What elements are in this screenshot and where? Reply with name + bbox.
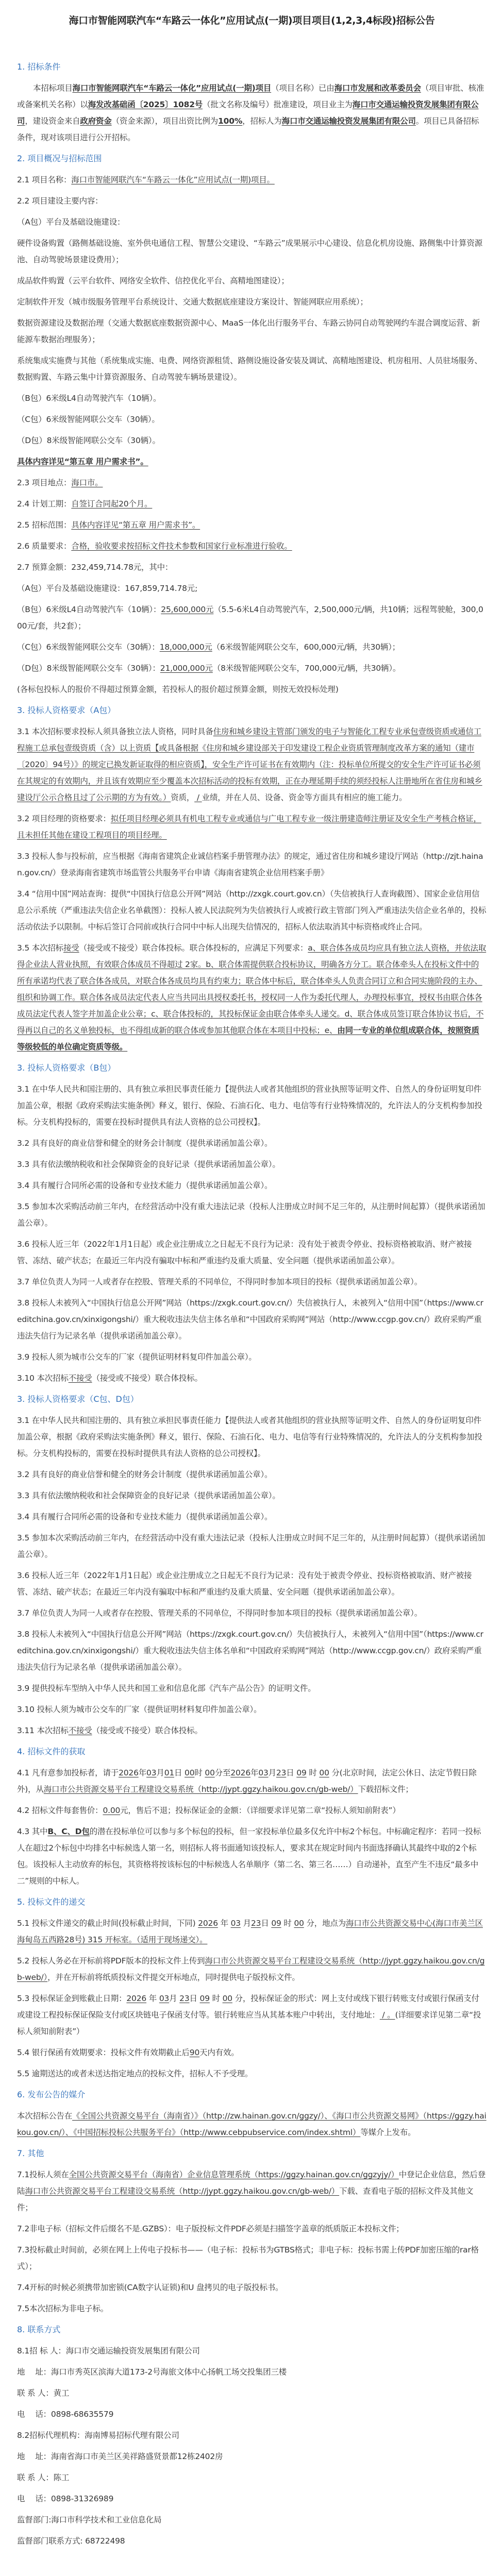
paragraph: [17, 1156, 487, 1173]
text-segment: 3.1 本次招标要求投标人须具备独立法人资格，同时具备: [17, 727, 213, 736]
paragraph: [17, 580, 487, 597]
text-segment: 年: [217, 1919, 231, 1928]
filled-value: 海口市公共资源交易中心(海口市美兰区海甸岛五西路28号) 315 开标室。（适用于现场递交）。: [17, 1919, 483, 1944]
text-segment: 7.2非电子标（招标文件后缀名不是.GZBS）：电子版投标文件PDF必须是扫描签字盖章的纸质版正本投标文件；: [17, 2224, 404, 2233]
text-segment: （5.5-6米L4自动驾驶汽车，2,500,000元/辆，共10辆；远程驾驶舱，300,000元/套，共2套）；: [17, 605, 483, 631]
paragraph: [17, 1370, 487, 1386]
paragraph: [17, 2166, 487, 2216]
paragraph: [17, 559, 487, 575]
text-segment: 3.5 参加本次采购活动前三年内，在经营活动中没有重大违法记录（投标人注册成立时间不足三年的，从注册时间起算）（提供承诺函加盖公章）。: [17, 1533, 485, 1559]
text-segment: 地 址：海口市秀英区滨海大道173-2号海旅文体中心扬帆工场交投集团三楼: [17, 2367, 287, 2377]
text-segment: 3.7 单位负责人为同一人或者存在控股、管理关系的不同单位，不得同时参加本项目的投标（提供承诺函加盖公章）。: [17, 1277, 423, 1286]
text-segment: （C包）6米级智能网联公交车（30辆）：: [17, 642, 160, 652]
filled-value: B、C、D包: [47, 1827, 90, 1836]
paragraph: [17, 352, 487, 385]
filled-value: 具体内容详见“第五章 用户需求书”。: [17, 457, 148, 466]
section: [17, 1894, 487, 2082]
filled-value: a、联合体各成员均应具有独立法人资格，并依法取得企业法人营业执照，有效联合体成员不得超过 2家。b、联合体需提供联合投标协议，明确各方分工。联合体牵头人在投标文件中的所有承诺均代表了联合体各成员，对联合体各成员均具有约束力；联合体中标后，联合体牵头人负责合同订立和合同实施阶段的主办、组织和协调工作。联合体各成员法定代表人应当共同出具授权委托书，授权同一人作为委托代理人，办理投标事宜，授权书由联合体各成员法定代表人签字并加盖企业公章；c、联合体投标的，其投标保证金由联合体牵头人递交。d、联合体成员签订联合体协议书后，不得再以自己的名义单独投标，也不得组成新的联合体或参加其他联合体在本项目中投标；e、: [17, 943, 487, 1035]
text-segment: 2.1 项目名称：: [17, 175, 72, 184]
paragraph: [17, 1295, 487, 1344]
paragraph: [17, 723, 487, 806]
text-segment: 5.1 投标文件递交的截止时间(投标截止时间，下同): [17, 1919, 198, 1928]
filled-value: 2026: [126, 1994, 147, 2003]
paragraph: [17, 2385, 487, 2401]
paragraph: [17, 1802, 487, 1819]
text-segment: (详细要求详见第二章“投标人须知前附表”）: [17, 2010, 481, 2036]
text-segment: 时: [209, 1994, 223, 2003]
text-segment: 4.2 招标文件每套售价：: [17, 1806, 103, 1815]
paragraph: [17, 681, 487, 698]
link[interactable]: 海口市公共资源交易平台工程建设交易系统（http://jypt.ggzy.haikou.gov.cn/gb-web/）: [25, 2187, 340, 2196]
paragraph: [17, 2427, 487, 2444]
text-segment: 3.5 本次招标: [17, 943, 63, 953]
section: [17, 59, 487, 146]
announcement-body: [17, 59, 487, 2549]
text-segment: 8.1招 标 人：海口市交通运输投资发展集团有限公司: [17, 2346, 200, 2355]
section: [17, 150, 487, 698]
paragraph: [17, 1349, 487, 1365]
link[interactable]: https://zxgk.court.gov.cn/: [190, 1298, 289, 1308]
text-segment: 3.4 具有履行合同所必需的设备和专业技术能力（提供承诺函加盖公章）。: [17, 1512, 273, 1521]
paragraph: [17, 294, 487, 310]
text-segment: （D包）8米级智能网联公交车（30辆）。: [17, 436, 160, 445]
text-segment: 成品软件购置（云平台软件、网络安全软件、信控优化平台、高精地图建设）；: [17, 276, 289, 285]
text-segment: (各标包投标人的报价不得超过预算金额，若投标人的报价超过预算金额，则按无效投标处理): [17, 685, 339, 694]
text-segment: 5.4 银行保函有效期要求：投标文件有效期截止后: [17, 2048, 190, 2057]
text-segment: 电 话：0898-68635579: [17, 2410, 114, 2419]
paragraph: [17, 2044, 487, 2061]
paragraph: [17, 2533, 487, 2549]
text-segment: （资金来源），项目出资比例为: [111, 116, 219, 126]
filled-value: 住房和城乡建设主管部门颁发的电子与智能化工程专业承包壹级资质或通信工程施工总承包壹级资质（含）以上资质【或具备根据《住房和城乡建设部关于印发建设工程企业资质管理制度改革方案的通知（建市〔2020〕94号）》的规定已换发新证取得的相应资质】，安全生产许可证书在有效期内（注：投标单位所提交的安全生产许可证书必须在其规定的有效期内，并且该有效期应至少覆盖本次招标活动的投标有效期，正在办理延期手续的须经投标人注册地所在省住房和城乡建设厅公示合格且过了公示期的方为有效。）: [17, 727, 482, 802]
filled-value: 09: [296, 1768, 307, 1777]
text-segment: （C包）6米级智能网联公交车（30辆）。: [17, 415, 160, 424]
text-segment: （接受或不接受）联合体投标。联合体投标的，应满足下列要求：: [79, 943, 308, 953]
text-segment: 的潜在投标单位可以参与多个标包的投标，但一家投标单位最多仅允许中标2个标包。中标确定程序：若同一投标人在超过2个标包中均排名中标候选人第一名，则招标人将书面通知该投标人，要求其在规定时间内书面选择确认其最终中取的2个标包。该投标人主动放弃的标包，其资格将按该标包的中标候选人名单顺序（第二名、第三名……）自动递补，直至产生不违反“最多中二”规则的中标人。: [17, 1827, 481, 1886]
section-heading: 6. 发布公告的媒介: [17, 2090, 86, 2099]
paragraph: [17, 390, 487, 406]
paragraph: [17, 1765, 487, 1798]
text-segment: 2.3 项目地点：: [17, 478, 72, 487]
filled-value: 03: [159, 1994, 170, 2003]
paragraph: [17, 517, 487, 533]
text-segment: 8.2招标代理机构：海南博易招标代理有限公司: [17, 2431, 179, 2440]
text-segment: ）重大税收违法失信主体名单和“中国政府采购网”网站（: [135, 1646, 333, 1655]
text-segment: 2.5 招标范围：: [17, 520, 72, 530]
paragraph: [17, 1081, 487, 1130]
text-segment: 4.3 其中: [17, 1827, 48, 1836]
section-heading: 8. 联系方式: [17, 2325, 61, 2334]
paragraph: [17, 80, 487, 146]
filled-value: 2026: [198, 1919, 218, 1928]
section: [17, 2087, 487, 2141]
link[interactable]: http://www.ccgp.gov.cn/: [332, 1646, 427, 1655]
filled-value: 接受: [63, 943, 79, 953]
paragraph: [17, 1487, 487, 1504]
text-segment: 3.7 单位负责人为同一人或者存在控股、管理关系的不同单位，不得同时参加本项目的投标（提供承诺函加盖公章）。: [17, 1608, 423, 1618]
filled-value: 政府资金: [80, 116, 112, 126]
text-segment: 资质，: [171, 793, 195, 802]
text-segment: 3.6 投标人近三年（2022年1月1日起）或企业注册成立之日起无不良行为记录：没有处于被责令停业、投标资格被取消、财产被接管、冻结、破产状态；在最近三年内没有骗取中标和严重违约及重大质量、安全问题（提供承诺函加盖公章）。: [17, 1571, 472, 1597]
text-segment: 中登记企业信息，然后登陆: [17, 2170, 486, 2196]
text-segment: 分(北京时间，法定公休日、法定节假日除外)，从: [17, 1768, 477, 1794]
paragraph: [17, 1990, 487, 2040]
paragraph: [17, 639, 487, 655]
text-segment: 5.3 投标保证金到账截止日期：: [17, 1994, 127, 2003]
paragraph: [17, 2512, 487, 2528]
paragraph: [17, 273, 487, 289]
paragraph: [17, 2448, 487, 2465]
text-segment: 年: [146, 1994, 159, 2003]
link[interactable]: http://zxgk.court.gov.cn: [229, 889, 322, 899]
text-segment: 数据资源建设及数据治理（交通大数据底座数据资源中心、MaaS一体化出行服务平台、车路云协同自动驾驶网约车混合调度运营、新能源车数据治理服务）；: [17, 318, 480, 344]
paragraph: [17, 172, 487, 188]
text-segment: 本次招标公告在: [17, 2111, 73, 2121]
paragraph: [17, 1198, 487, 1231]
text-segment: 联 系 人：黄工: [17, 2388, 70, 2398]
text-segment: （8米级智能网联公交车，700,000元/辆，共30辆）。: [212, 664, 401, 673]
paragraph: [17, 940, 487, 1055]
paragraph: [17, 601, 487, 634]
text-segment: 2.2 项目建设主要内容：: [17, 196, 103, 206]
paragraph: [17, 1823, 487, 1889]
paragraph: [17, 453, 487, 470]
link[interactable]: 《全国公共资源交易平台（海南省）》（http://zw.hainan.gov.cn/ggzy/）、《海口市公共资源交易网》（https://ggzy.haikou.gov.cn/）、《中国招标投标公共服务平台》（http://www.cebpubservice.com/index.shtml）: [17, 2111, 487, 2137]
filled-value: / 。: [379, 2010, 395, 2020]
paragraph: [17, 660, 487, 676]
text-segment: 月: [169, 1994, 180, 2003]
filled-value: 0.00: [103, 1806, 121, 1815]
filled-value: 具体内容详见“第五章 用户需求书”。: [71, 520, 200, 530]
filled-value: 09: [199, 1994, 210, 2003]
filled-value: 海口市交通运输投资发展集团有限公司: [17, 100, 479, 126]
text-segment: 3.3 具有依法缴纳税收和社会保障资金的良好记录（提供承诺函加盖公章）。: [17, 1160, 280, 1169]
paragraph: [17, 2279, 487, 2296]
text-segment: （接受或不接受）联合体投标。: [92, 1374, 203, 1383]
text-segment: （A包）平台及基础设施建设：: [17, 217, 125, 227]
filled-value: 25,600,000元: [161, 605, 214, 614]
filled-value: 90: [189, 2048, 200, 2057]
paragraph: [17, 538, 487, 554]
text-segment: 5.5 逾期送达的或者未送达指定地点的投标文件，招标人不予受理。: [17, 2069, 253, 2078]
text-segment: 3.2 具有良好的商业信誉和健全的财务会计制度（提供承诺函加盖公章）。: [17, 1470, 273, 1479]
text-segment: 年: [138, 1768, 147, 1777]
section-heading: 2. 项目概况与招标范围: [17, 154, 102, 163]
text-segment: 3.8 投标人未被列入“中国执行信息公开网”网站（: [17, 1298, 190, 1308]
filled-value: 23: [250, 1919, 261, 1928]
link[interactable]: http://www.ccgp.gov.cn/: [332, 1315, 427, 1324]
text-segment: 日: [286, 1768, 297, 1777]
paragraph: [17, 193, 487, 209]
paragraph: [17, 1626, 487, 1675]
text-segment: 7.4开标的时候必须携带加密锁(CA数字认证锁)和U 盘拷贝的电子版投标书。: [17, 2283, 283, 2292]
filled-value: 01: [164, 1768, 175, 1777]
paragraph: [17, 1236, 487, 1269]
text-segment: 月: [240, 1919, 251, 1928]
text-segment: 3.6 投标人近三年（2022年1月1日起）或企业注册成立之日起无不良行为记录：没有处于被责令停业、投标资格被取消、财产被接管、冻结、破产状态；在最近三年内没有骗取中标和严重违约及重大质量、安全问题（提供承诺函加盖公章）。: [17, 1240, 472, 1265]
text-segment: 元，售后不退；投标保证金的金额：（详细要求详见第二章“投标人须知前附表”）: [120, 1806, 400, 1815]
text-segment: 日: [189, 1994, 200, 2003]
paragraph: [17, 2469, 487, 2486]
paragraph: [17, 1466, 487, 1483]
paragraph: [17, 496, 487, 512]
text-segment: 3.9 提供投标车型纳入中华人民共和国工业和信息化部《汽车产品公告》的证明文件。: [17, 1684, 316, 1693]
text-segment: 7.3投标截止时间前，必须在网上上传电子投标书——（电子标：投标书为GTBS格式；非电子标：投标书需上传PDF加密压缩的rar格式）；: [17, 2245, 479, 2271]
text-segment: （6米级智能网联公交车，600,000元/辆，共30辆）；: [212, 642, 400, 652]
section-heading: 3. 投标人资格要求（A包）: [17, 705, 116, 715]
section-heading: 7. 其他: [17, 2148, 44, 2158]
paragraph: [17, 2242, 487, 2275]
paragraph: [17, 411, 487, 428]
paragraph: [17, 2108, 487, 2141]
filled-value: 不接受: [68, 1374, 92, 1383]
text-segment: 7.5本次招标为非电子标。: [17, 2304, 109, 2313]
filled-value: /: [194, 793, 202, 802]
section-heading: 3. 投标人资格要求（B包）: [17, 1063, 116, 1073]
text-segment: 监督部门:海口市科学技术和工业信息化局: [17, 2515, 162, 2524]
link[interactable]: 全国公共资源交易平台（海南省）企业信息管理系统（https://ggzy.hainan.gov.cn/ggzyjy/）: [69, 2170, 399, 2179]
filled-value: 23: [179, 1994, 190, 2003]
filled-value: 21,000,000元: [160, 664, 213, 673]
text-segment: 下载、查看电子版的招标文件及其他文件；: [17, 2187, 474, 2212]
text-segment: 时: [306, 1768, 320, 1777]
text-segment: ）政府采购严重违法失信行为记录名单（提供承诺函加盖公章）。: [17, 1646, 482, 1672]
filled-value: 海口市交通运输投资发展集团有限公司: [281, 116, 416, 126]
text-segment: 5.2 投标人务必在开标前将PDF版本的投标文件上传到: [17, 1956, 205, 1965]
filled-value: 海口市智能网联汽车“车路云一体化”应用试点(一期)项目。: [71, 175, 275, 184]
paragraph: [17, 2300, 487, 2317]
paragraph: [17, 1567, 487, 1600]
text-segment: 4.1 凡有意参加投标者，请于: [17, 1768, 119, 1777]
section: [17, 1391, 487, 1739]
text-segment: 地 址：海南省海口市美兰区美祥路盛贤景都12栋2402房: [17, 2452, 223, 2461]
paragraph: [17, 1274, 487, 1290]
filled-value: 23: [276, 1768, 287, 1777]
paragraph: [17, 1953, 487, 1986]
text-segment: ，建设资金来自: [25, 116, 80, 126]
text-segment: 。项目已具备招标条件，现对该项目进行公开招标。: [17, 116, 479, 142]
text-segment: 7.1投标人须在: [17, 2170, 69, 2179]
paragraph: [17, 1509, 487, 1525]
text-segment: 2.4 计划工期：: [17, 499, 72, 509]
text-segment: 3.8 投标人未被列入“中国执行信息公开网”网站（: [17, 1630, 190, 1639]
section: [17, 2321, 487, 2549]
text-segment: 时: [194, 1768, 205, 1777]
text-segment: 3.4 具有履行合同所必需的设备和专业技术能力（提供承诺函加盖公章）。: [17, 1181, 273, 1190]
text-segment: 3.1 在中华人民共和国注册的、具有独立承担民事责任能力【提供法人或者其他组织的营业执照等证明文件、自然人的身份证明复印件加盖公章，根据《政府采购法实施条例》释义，银行、保险、石油石化、电力、电信等有行业特殊情况的，允许法人的分支机构参加投标。分支机构投标的，需要在投标时提供具有法人资格的总公司授权】。: [17, 1416, 482, 1458]
text-segment: 3.2 项目经理的资格要求：: [17, 814, 111, 823]
text-segment: ，招标人为: [242, 116, 282, 126]
section-heading: 3. 投标人资格要求（C包、D包）: [17, 1394, 139, 1404]
paragraph: [17, 1722, 487, 1739]
link[interactable]: 海口市公共资源交易平台工程建设交易系统（http://jypt.ggzy.haikou.gov.cn/gb-web/）: [43, 1785, 358, 1794]
paragraph: [17, 2490, 487, 2507]
text-segment: 3.10 投标人须为城市公交车的厂家（提供证明材料复印件加盖公章）。: [17, 1705, 262, 1714]
paragraph: [17, 315, 487, 348]
text-segment: ）（失信被执行人查询截图）、国家企业信用信息公示系统（严重违法失信企业名单截图）：投标人被人民法院列为失信被执行人或被行政主管部门列入严重违法失信企业名单的，投标活动依法予以限制。中标后签订合同前或执行合同中中标人出现失信情况的，招标人依法取消其中标资格或终止合同。: [17, 889, 487, 931]
paragraph: [17, 2221, 487, 2237]
text-segment: （B包）6米级L4自动驾驶汽车（10辆）。: [17, 394, 161, 403]
filled-value: 00: [294, 1919, 304, 1928]
text-segment: 分，地点为: [304, 1919, 346, 1928]
filled-value: 拟任项目经理必须具有机电工程专业或通信与广电工程专业一级注册建造师注册证及安全生产考核合格证，且未担任其他在建设工程项目的项目经理。: [17, 814, 481, 840]
text-segment: （A包）平台及基础设施建设：167,859,714.78元;: [17, 584, 198, 593]
text-segment: ）重大税收违法失信主体名单和“中国政府采购网”网站（: [135, 1315, 333, 1324]
paragraph: [17, 1701, 487, 1718]
text-segment: （D包）8米级智能网联公交车（30辆）：: [17, 664, 160, 673]
text-segment: 3.9 投标人须为城市公交车的厂家（提供证明材料复印件加盖公章）。: [17, 1352, 257, 1362]
paragraph: [17, 2406, 487, 2422]
paragraph: [17, 1135, 487, 1151]
text-segment: 3.11 本次招标: [17, 1726, 69, 1735]
paragraph: [17, 1412, 487, 1462]
link[interactable]: https://www.creditchina.gov.cn/xinxigongshi/: [17, 1630, 483, 1655]
text-segment: 3.1 在中华人民共和国注册的、具有独立承担民事责任能力【提供法人或者其他组织的营业执照等证明文件、自然人的身份证明复印件加盖公章，根据《政府采购法实施条例》释义，银行、保险、石油石化、电力、电信等有行业特殊情况的，允许法人的分支机构参加投标。分支机构投标的，需要在投标时提供具有法人资格的总公司授权】。: [17, 1084, 482, 1127]
section: [17, 1060, 487, 1386]
text-segment: ）政府采购严重违法失信行为记录名单（提供承诺函加盖公章）。: [17, 1315, 482, 1341]
filled-value: 2026: [230, 1768, 250, 1777]
text-segment: 本招标项目: [33, 83, 73, 93]
text-segment: 3.10 本次招标: [17, 1374, 69, 1383]
text-segment: （项目审批、核准或备案机关名称）以: [17, 83, 484, 109]
text-segment: 日: [261, 1919, 272, 1928]
text-segment: 监督部门联系方式: 68722498: [17, 2536, 125, 2546]
paragraph: [17, 2065, 487, 2082]
paragraph: [17, 810, 487, 843]
filled-value: 海口市。: [71, 478, 103, 487]
paragraph: [17, 1530, 487, 1563]
text-segment: 3.3 投标人参与投标前，应当根据《海南省建筑企业诚信档案手册管理办法》的规定，通过省住房和城乡建设厅网站（: [17, 852, 426, 861]
text-segment: （接受或不接受）联合体投标。: [92, 1726, 203, 1735]
text-segment: 2.6 质量要求：: [17, 541, 72, 551]
paragraph: [17, 2364, 487, 2380]
text-segment: ，并在开标前将纸质投标文件提交开标地点，同时提供电子版投标文件。: [47, 1973, 300, 1982]
link[interactable]: 海口市公共资源交易平台工程建设交易系统（http://jypt.ggzy.haikou.gov.cn/gb-web/）: [17, 1956, 485, 1982]
text-segment: 3.4 “信用中国”网站查询：提供“中国执行信息公开网”网站（: [17, 889, 229, 899]
section: [17, 1743, 487, 1889]
paragraph: [17, 432, 487, 449]
filled-value: 03: [230, 1919, 241, 1928]
text-segment: 月: [156, 1768, 164, 1777]
section-heading: 4. 招标文件的获取: [17, 1747, 86, 1756]
text-segment: 电 话：0898-31326989: [17, 2494, 114, 2503]
paragraph: [17, 1605, 487, 1621]
filled-value: 不接受: [68, 1726, 92, 1735]
text-segment: ）登录海南省建筑市场监管公共服务平台申请《海南省建筑企业信用档案手册》: [52, 868, 329, 877]
text-segment: ）失信被执行人，未被列入“信用中国”（: [289, 1630, 427, 1639]
section-heading: 1. 招标条件: [17, 62, 61, 72]
filled-value: 海口市智能网联汽车“车路云一体化”应用试点(一期)项目: [72, 83, 272, 93]
text-segment: 年: [250, 1768, 259, 1777]
text-segment: ）失信被执行人，未被列入“信用中国”（: [289, 1298, 427, 1308]
filled-value: 09: [271, 1919, 281, 1928]
text-segment: （项目名称）已由: [271, 83, 334, 93]
paragraph: [17, 1177, 487, 1194]
link[interactable]: http://zjt.hainan.gov.cn/: [17, 852, 483, 877]
filled-value: 00: [185, 1768, 195, 1777]
text-segment: 等媒介上发布。: [360, 2128, 416, 2137]
text-segment: （B包）6米级L4自动驾驶汽车（10辆）：: [17, 605, 161, 614]
filled-value: 2026: [119, 1768, 139, 1777]
text-segment: （批文名称及编号）批准建设，项目业主为: [203, 100, 353, 109]
filled-value: 00: [319, 1768, 329, 1777]
text-segment: 联 系 人：陈工: [17, 2473, 70, 2482]
paragraph: [17, 214, 487, 230]
filled-value: 海发改基础函〔2025〕1082号: [88, 100, 203, 109]
paragraph: [17, 1915, 487, 1948]
paragraph: [17, 886, 487, 935]
section: [17, 2145, 487, 2317]
filled-value: 03: [146, 1768, 157, 1777]
filled-value: 自签订合同起20个月。: [71, 499, 153, 509]
filled-value: 合格，验收要求按招标文件技术参数和国家行业标准进行验收。: [71, 541, 292, 551]
filled-value: 由同一专业的单位组成联合体，按照资质等级较低的单位确定资质等级。: [17, 1026, 479, 1052]
link[interactable]: https://zxgk.court.gov.cn/: [190, 1630, 289, 1639]
filled-value: 18,000,000元: [159, 642, 212, 652]
section-heading: 5. 投标文件的递交: [17, 1897, 86, 1907]
filled-value: 100%: [218, 116, 243, 126]
text-segment: 日: [174, 1768, 185, 1777]
text-segment: 3.2 具有良好的商业信誉和健全的财务会计制度（提供承诺函加盖公章）。: [17, 1139, 273, 1148]
text-segment: 下载招标文件；: [358, 1785, 413, 1794]
text-segment: 天内有效。: [199, 2048, 239, 2057]
filled-value: 海口市发展和改革委员会: [334, 83, 421, 93]
filled-value: 00: [205, 1768, 215, 1777]
text-segment: 硬件设备购置（路侧基础设施、室外供电通信工程、智慧公交建设、“车路云”成果展示中心建设、信息化机房设施、路侧集中计算资源池、自动驾驶场景建设费用）；: [17, 239, 483, 264]
paragraph: [17, 235, 487, 268]
paragraph: [17, 1680, 487, 1697]
paragraph: [17, 474, 487, 491]
text-segment: 3.3 具有依法缴纳税收和社会保障资金的良好记录（提供承诺函加盖公章）。: [17, 1491, 280, 1500]
text-segment: 业绩，并在人员、设备、资金等方面具有相应的施工能力。: [202, 793, 407, 802]
paragraph: [17, 848, 487, 881]
text-segment: 分至: [214, 1768, 231, 1777]
text-segment: 系统集成实施费与其他（系统集成实施、电费、网络资源租赁、路侧设施设备安装及调试、高精地图建设、机房租用、人员驻场服务、数据购置、车路云集中计算资源服务、自动驾驶车辆场景建设）。: [17, 356, 482, 382]
text-segment: 月: [268, 1768, 276, 1777]
text-segment: 分，投标保证金的形式：网上支付或线下银行转账支付或银行保函支付或建设工程投标保证保险支付或区块链电子保函支付等。银行转账应当从其基本账户中转出，支付地址：: [17, 1994, 479, 2020]
filled-value: 00: [222, 1994, 232, 2003]
text-segment: 时: [281, 1919, 294, 1928]
link[interactable]: https://www.creditchina.gov.cn/xinxigongshi/: [17, 1298, 483, 1324]
paragraph: [17, 2343, 487, 2359]
filled-value: 03: [258, 1768, 269, 1777]
text-segment: 3.5 参加本次采购活动前三年内，在经营活动中没有重大违法记录（投标人注册成立时间不足三年的，从注册时间起算）（提供承诺函加盖公章）。: [17, 1202, 485, 1228]
text-segment: 定制软件开发（城市级服务管理平台系统设计、交通大数据底座建设方案设计、智能网联应用系统）；: [17, 297, 368, 307]
text-segment: 2.7 预算金额：232,459,714.78元，其中：: [17, 563, 173, 572]
section: [17, 702, 487, 1055]
page-title: 海口市智能网联汽车“车路云一体化”应用试点(一期)项目项目(1,2,3,4标段)招标公告: [69, 15, 435, 26]
